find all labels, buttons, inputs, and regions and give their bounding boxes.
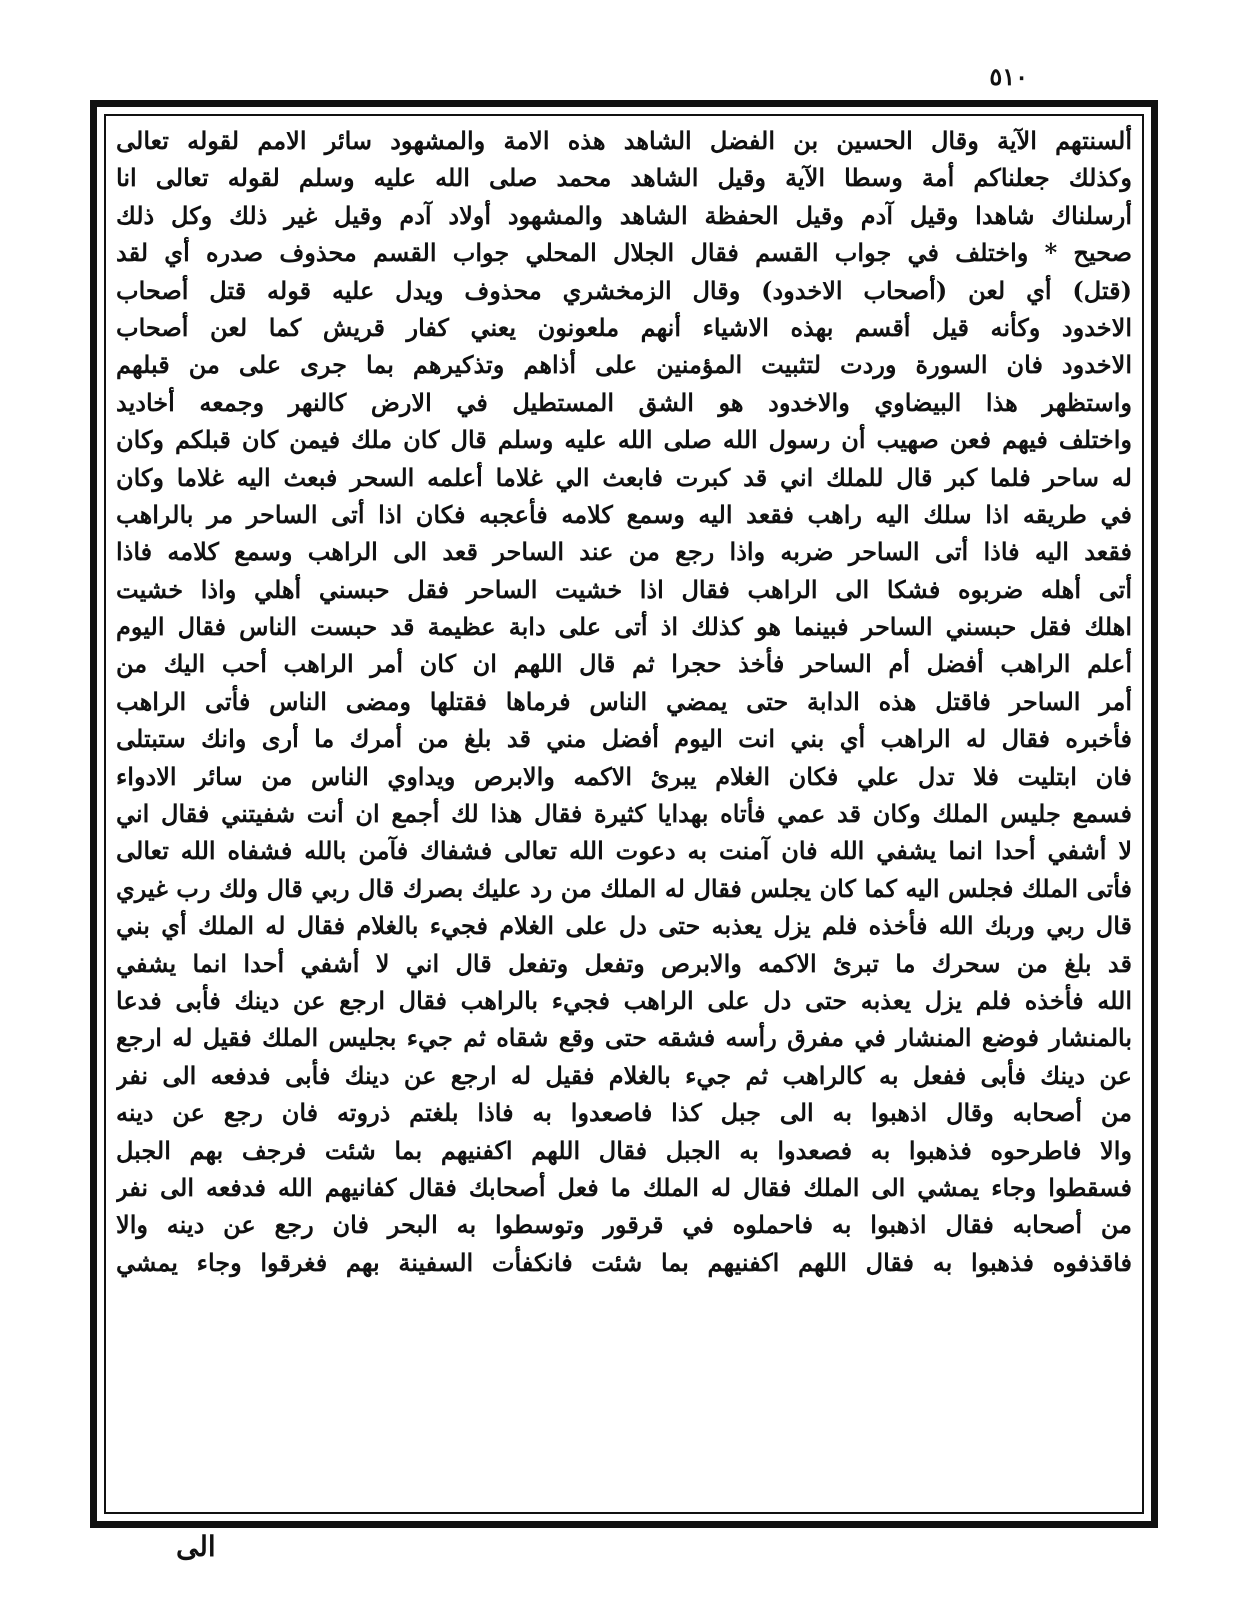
text-line: بالمنشار فوضع المنشار في مفرق رأسه فشقه حتى وقع شقاه ثم جيء بجليس الملك فقيل له ارجع <box>116 1023 1132 1053</box>
text-line: فقعد اليه فاذا أتى الساحر ضربه واذا رجع من عند الساحر قعد الى الراهب وسمع كلامه فاذا <box>116 537 1132 567</box>
text-line: الاخدود وكأنه قيل أقسم بهذه الاشياء أنهم ملعونون يعني كفار قريش كما لعن أصحاب <box>116 312 1132 342</box>
page-number: ٥١٠ <box>989 62 1028 91</box>
text-line: اهلك فقل حبسني الساحر فبينما هو كذلك اذ أتى على دابة عظيمة قد حبست الناس فقال اليوم <box>116 612 1132 642</box>
text-line: لا أشفي أحدا انما يشفي الله فان آمنت به دعوت الله تعالى فشفاك فآمن بالله فشفاه الله تعالى <box>116 836 1132 866</box>
text-line: فأخبره فقال له الراهب أي بني انت اليوم أفضل مني قد بلغ من أمرك ما أرى وانك ستبتلى <box>116 724 1132 754</box>
text-line: فأتى الملك فجلس اليه كما كان يجلس فقال له الملك من رد عليك بصرك قال ربي قال ولك رب غيري <box>116 873 1132 903</box>
text-line: أتى أهله ضربوه فشكا الى الراهب فقال اذا خشيت الساحر فقل حبسني أهلي واذا خشيت <box>116 574 1132 604</box>
text-line: (قتل) أي لعن (أصحاب الاخدود) وقال الزمخشري محذوف ويدل عليه قوله قتل أصحاب <box>116 275 1132 305</box>
text-line: أعلم الراهب أفضل أم الساحر فأخذ حجرا ثم قال اللهم ان كان أمر الراهب أحب اليك من <box>116 649 1132 679</box>
text-line: فاقذفوه فذهبوا به فقال اللهم اكفنيهم بما شئت فانكفأت السفينة بهم فغرقوا وجاء يمشي <box>116 1247 1132 1277</box>
text-line: في طريقه اذا سلك اليه راهب فقعد اليه وسمع كلامه فأعجبه فكان اذا أتى الساحر مر بالراهب <box>116 499 1132 529</box>
text-line: له ساحر فلما كبر قال للملك اني قد كبرت فابعث الي غلاما أعلمه السحر فبعث اليه غلاما وكان <box>116 462 1132 492</box>
text-line: فسمع جليس الملك وكان قد عمي فأتاه بهدايا كثيرة فقال هذا لك أجمع ان أنت شفيتني فقال اني <box>116 799 1132 829</box>
text-line: واستظهر هذا البيضاوي والاخدود هو الشق المستطيل في الارض كالنهر وجمعه أخاديد <box>116 387 1132 417</box>
text-line: والا فاطرحوه فذهبوا به فصعدوا به الجبل فقال اللهم اكفنيهم بما شئت فرجف بهم الجبل <box>116 1135 1132 1165</box>
text-body <box>116 122 1132 1510</box>
text-line: فان ابتليت فلا تدل علي فكان الغلام يبرئ الاكمه والابرص ويداوي الناس من سائر الادواء <box>116 761 1132 791</box>
text-line: قد بلغ من سحرك ما تبرئ الاكمه والابرص وتفعل وتفعل قال اني لا أشفي أحدا انما يشفي <box>116 948 1132 978</box>
text-line: قال ربي وربك الله فأخذه فلم يزل يعذبه حتى دل على الغلام فجيء بالغلام فقال له الملك أي بني <box>116 911 1132 941</box>
text-line: أرسلناك شاهدا وقيل آدم وقيل الحفظة الشاهد والمشهود أولاد آدم وقيل غير ذلك وكل ذلك <box>116 200 1132 230</box>
text-line: واختلف فيهم فعن صهيب أن رسول الله صلى الله عليه وسلم قال كان ملك فيمن كان قبلكم وكان <box>116 425 1132 455</box>
text-line: وكذلك جعلناكم أمة وسطا الآية وقيل الشاهد محمد صلى الله عليه وسلم لقوله تعالى انا <box>116 163 1132 193</box>
text-line: عن دينك فأبى ففعل به كالراهب ثم جيء بالغلام فقيل له ارجع عن دينك فأبى فدفعه الى نفر <box>116 1060 1132 1090</box>
text-line: الاخدود فان السورة وردت لتثبيت المؤمنين على أذاهم وتذكيرهم بما جرى على من قبلهم <box>116 350 1132 380</box>
text-line: من أصحابه فقال اذهبوا به فاحملوه في قرقور وتوسطوا به البحر فان رجع عن دينه والا <box>116 1210 1132 1240</box>
text-line: صحيح * واختلف في جواب القسم فقال الجلال المحلي جواب القسم محذوف صدره أي لقد <box>116 238 1132 268</box>
text-line: الله فأخذه فلم يزل يعذبه حتى دل على الراهب فجيء بالراهب فقال ارجع عن دينك فأبى فدعا <box>116 985 1132 1015</box>
text-line: ألسنتهم الآية وقال الحسين بن الفضل الشاهد هذه الامة والمشهود سائر الامم لقوله تعالى <box>116 126 1132 155</box>
text-line: أمر الساحر فاقتل هذه الدابة حتى يمضي الناس فرماها فقتلها ومضى الناس فأتى الراهب <box>116 686 1132 716</box>
text-line: من أصحابه وقال اذهبوا به الى جبل كذا فاصعدوا به فاذا بلغتم ذروته فان رجع عن دينه <box>116 1098 1132 1128</box>
text-line: فسقطوا وجاء يمشي الى الملك فقال له الملك ما فعل أصحابك فقال كفانيهم الله فدفعه الى نفر <box>116 1172 1132 1202</box>
catchword: الى <box>176 1530 216 1563</box>
